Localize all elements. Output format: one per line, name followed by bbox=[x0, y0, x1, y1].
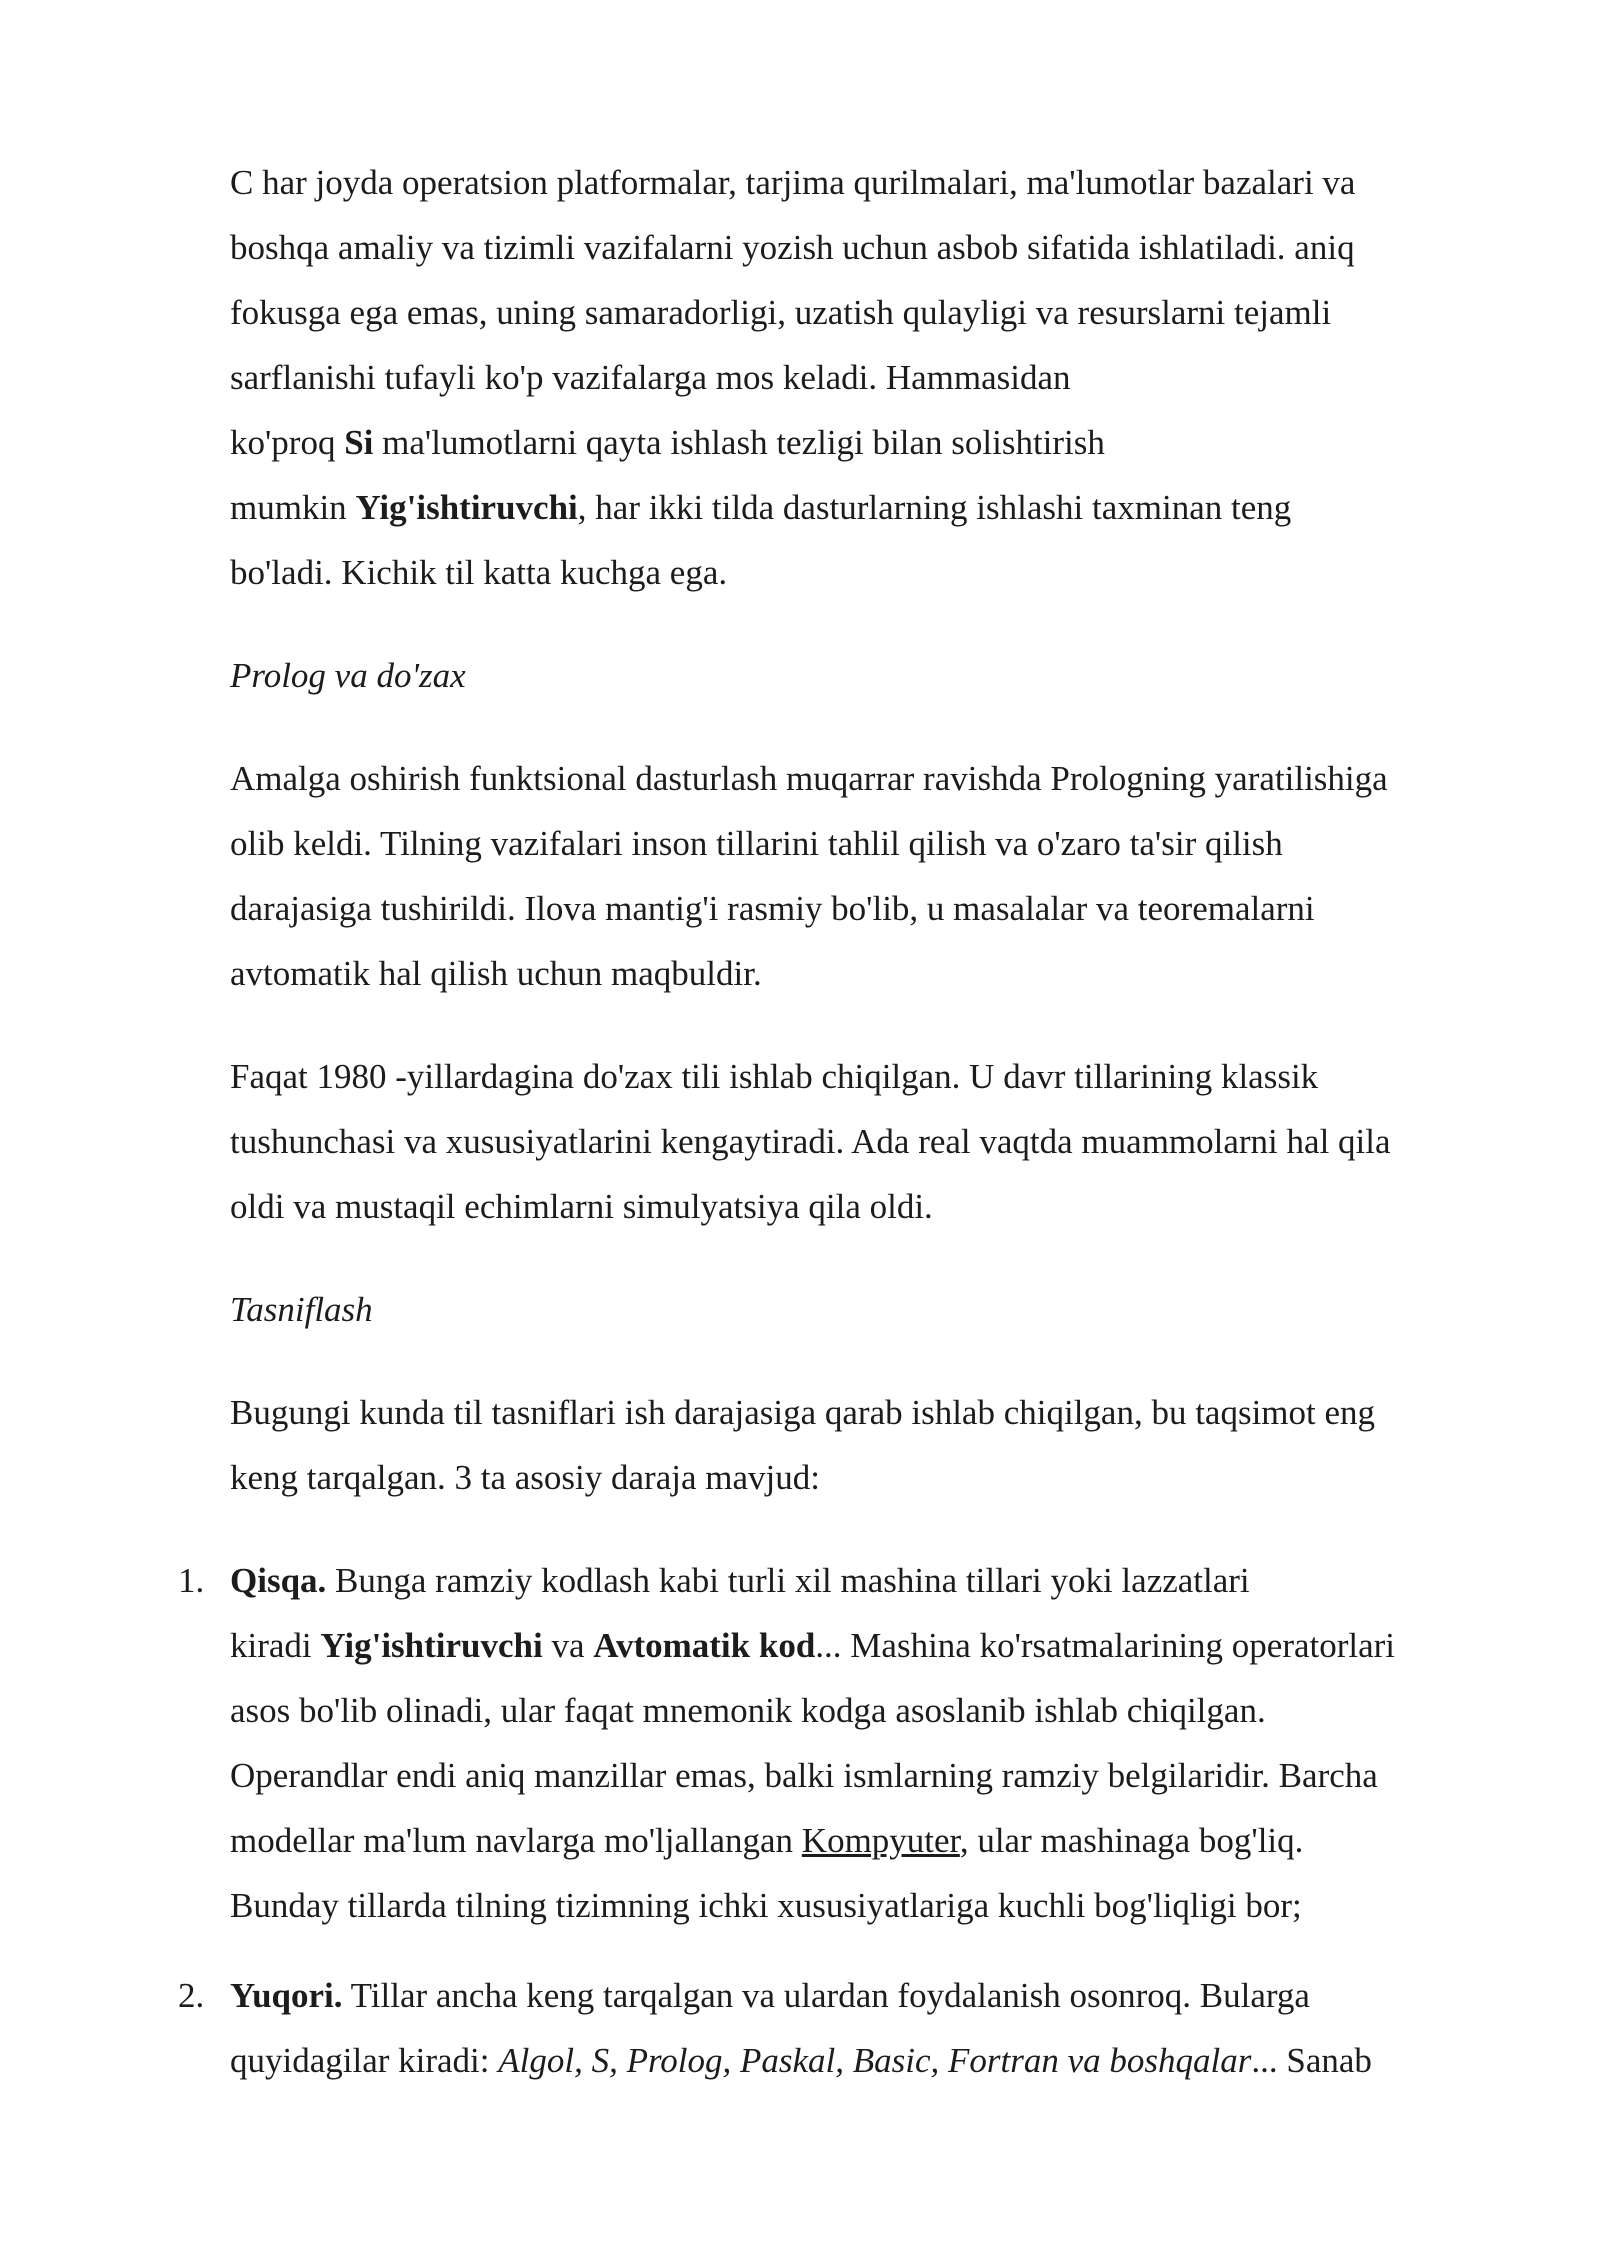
text-line: darajasiga tushirildi. Ilova mantig'i rasmiy bo'lib, u masalalar va teoremalarni bbox=[230, 889, 1315, 928]
paragraph-classification bbox=[230, 1380, 1500, 1510]
list-number: 2. bbox=[178, 1976, 205, 2015]
bold-term-autocode: Avtomatik kod bbox=[593, 1626, 816, 1665]
section-heading-prolog: Prolog va do'zax bbox=[230, 656, 466, 695]
text-line: , har ikki tilda dasturlarning ishlashi taxminan teng bbox=[577, 488, 1292, 527]
text-line: quyidagilar kiradi: bbox=[230, 2041, 499, 2080]
bold-term-low: Qisqa. bbox=[230, 1561, 327, 1600]
text-line: kiradi bbox=[230, 1626, 321, 1665]
text-line: tushunchasi va xususiyatlarini kengaytiradi. Ada real vaqtda muammolarni hal qila bbox=[230, 1122, 1391, 1161]
text-line: Amalga oshirish funktsional dasturlash muqarrar ravishda Prologning yaratilishiga bbox=[230, 759, 1388, 798]
document-page bbox=[178, 150, 1500, 2118]
text-line: va bbox=[542, 1626, 594, 1665]
text-line: , ular mashinaga bog'liq. bbox=[959, 1821, 1304, 1860]
text-line: ... Mashina ko'rsatmalarining operatorlari bbox=[815, 1626, 1396, 1665]
text-line: Bunga ramziy kodlash kabi turli xil mashina tillari yoki lazzatlari bbox=[326, 1561, 1250, 1600]
bold-term-assembler: Yig'ishtiruvchi bbox=[355, 488, 578, 527]
text-line: fokusga ega emas, uning samaradorligi, uzatish qulayligi va resurslarni tejamli bbox=[230, 293, 1332, 332]
bold-term-high: Yuqori. bbox=[230, 1976, 343, 2015]
computer-link[interactable]: Kompyuter bbox=[801, 1821, 960, 1860]
paragraph-c-language bbox=[230, 150, 1500, 605]
list-item bbox=[178, 1548, 1500, 1938]
text-line: ko'proq bbox=[230, 423, 345, 462]
levels-list bbox=[178, 1548, 1500, 2093]
text-line: ... Sanab bbox=[1251, 2041, 1372, 2080]
section-heading-classification: Tasniflash bbox=[230, 1290, 373, 1329]
text-line: oldi va mustaqil echimlarni simulyatsiya qila oldi. bbox=[230, 1187, 933, 1226]
text-line: mumkin bbox=[230, 488, 356, 527]
text-line: avtomatik hal qilish uchun maqbuldir. bbox=[230, 954, 762, 993]
text-line: olib keldi. Tilning vazifalari inson tillarini tahlil qilish va o'zaro ta'sir qilish bbox=[230, 824, 1283, 863]
paragraph-ada bbox=[230, 1044, 1500, 1239]
text-line: boshqa amaliy va tizimli vazifalarni yozish uchun asbob sifatida ishlatiladi. aniq bbox=[230, 228, 1355, 267]
list-number: 1. bbox=[178, 1561, 205, 1600]
text-line: asos bo'lib olinadi, ular faqat mnemonik kodga asoslanib ishlab chiqilgan. bbox=[230, 1691, 1266, 1730]
italic-language-list: Algol, S, Prolog, Paskal, Basic, Fortran va boshqalar bbox=[498, 2041, 1252, 2080]
list-item bbox=[178, 1963, 1500, 2093]
text-line: modellar ma'lum navlarga mo'ljallangan bbox=[230, 1821, 802, 1860]
text-line: C har joyda operatsion platformalar, tarjima qurilmalari, ma'lumotlar bazalari va bbox=[230, 163, 1356, 202]
text-line: bo'ladi. Kichik til katta kuchga ega. bbox=[230, 553, 728, 592]
text-line: Faqat 1980 -yillardagina do'zax tili ishlab chiqilgan. U davr tillarining klassik bbox=[230, 1057, 1319, 1096]
paragraph-prolog bbox=[230, 746, 1500, 1006]
text-line: Bugungi kunda til tasniflari ish darajasiga qarab ishlab chiqilgan, bu taqsimot eng bbox=[230, 1393, 1376, 1432]
text-line: Bunday tillarda tilning tizimning ichki xususiyatlariga kuchli bog'liqligi bor; bbox=[230, 1886, 1302, 1925]
bold-term-assembler: Yig'ishtiruvchi bbox=[320, 1626, 543, 1665]
text-line: Tillar ancha keng tarqalgan va ulardan foydalanish osonroq. Bularga bbox=[342, 1976, 1310, 2015]
bold-term-si: Si bbox=[344, 423, 374, 462]
text-line: Operandlar endi aniq manzillar emas, balki ismlarning ramziy belgilaridir. Barcha bbox=[230, 1756, 1378, 1795]
text-line: sarflanishi tufayli ko'p vazifalarga mos keladi. Hammasidan bbox=[230, 358, 1071, 397]
text-line: ma'lumotlarni qayta ishlash tezligi bilan solishtirish bbox=[373, 423, 1105, 462]
text-line: keng tarqalgan. 3 ta asosiy daraja mavjud: bbox=[230, 1458, 820, 1497]
